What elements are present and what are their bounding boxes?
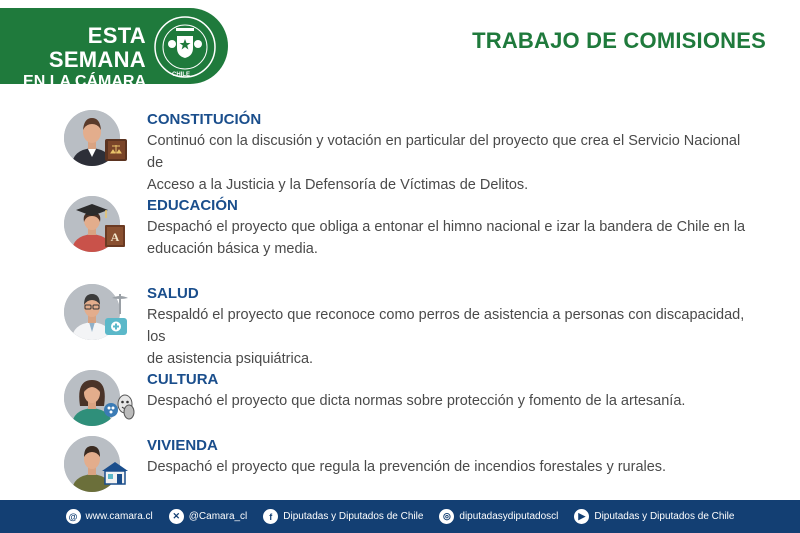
footer-label: @Camara_cl <box>188 511 248 522</box>
item-description <box>147 304 747 370</box>
footer-bar <box>0 500 800 533</box>
item-desc-line1: Continuó con la discusión y votación en particular del proyecto que crea el Servicio Nacional de <box>147 133 741 171</box>
seal-text: CHILE <box>172 72 190 78</box>
chamber-seal-icon <box>152 14 218 80</box>
footer-label: Diputadas y Diputados de Chile <box>594 511 735 522</box>
item-body <box>147 370 747 412</box>
footer-label: Diputadas y Diputados de Chile <box>283 511 424 522</box>
item-title: CONSTITUCIÓN <box>147 111 262 128</box>
item-body <box>147 284 747 370</box>
book-icon <box>102 222 128 250</box>
svg-text:A: A <box>110 230 120 244</box>
header-badge <box>0 8 228 90</box>
footer-link-youtube[interactable] <box>574 509 734 524</box>
house-icon <box>100 460 130 486</box>
footer-link-x[interactable] <box>169 509 248 524</box>
x-icon: ✕ <box>169 509 184 524</box>
item-description <box>147 130 747 196</box>
web-icon: @ <box>66 509 81 524</box>
badge-line2: EN LA CÁMARA <box>23 73 146 90</box>
footer-link-instagram[interactable] <box>439 509 558 524</box>
item-body <box>147 110 747 196</box>
item-desc-line1: Respaldó el proyecto que reconoce como perros de asistencia a personas con discapacidad, los <box>147 307 745 345</box>
item-title: SALUD <box>147 285 199 302</box>
item-desc-line1: Despachó el proyecto que regula la prevención de incendios forestales y rurales. <box>147 459 667 475</box>
item-desc-line2: educación básica y media. <box>147 241 318 257</box>
badge-line1: ESTA SEMANA <box>48 23 146 72</box>
badge-text <box>16 24 146 92</box>
item-body <box>147 436 747 478</box>
footer-label: diputadasydiputadoscl <box>459 511 559 522</box>
item-desc-line1: Despachó el proyecto que obliga a entonar el himno nacional e izar la bandera de Chile en la <box>147 219 746 235</box>
item-desc-line2: de asistencia psiquiátrica. <box>147 351 314 367</box>
item-body <box>147 196 747 260</box>
theater-masks-icon <box>102 392 136 422</box>
footer-link-web[interactable] <box>66 509 153 524</box>
item-description <box>147 456 747 478</box>
item-title: VIVIENDA <box>147 437 218 454</box>
facebook-icon: f <box>263 509 278 524</box>
footer-label: www.camara.cl <box>85 511 153 522</box>
item-description <box>147 390 747 412</box>
page-title: TRABAJO DE COMISIONES <box>472 28 766 53</box>
instagram-icon: ◎ <box>439 509 454 524</box>
caduceus-medical-kit-icon <box>102 292 132 338</box>
law-book-icon <box>102 136 130 164</box>
item-title: EDUCACIÓN <box>147 197 238 214</box>
item-description <box>147 216 747 260</box>
item-desc-line1: Despachó el proyecto que dicta normas sobre protección y fomento de la artesanía. <box>147 393 686 409</box>
footer-link-facebook[interactable] <box>263 509 423 524</box>
item-title: CULTURA <box>147 371 219 388</box>
youtube-icon: ▶ <box>574 509 589 524</box>
item-desc-line2: Acceso a la Justicia y la Defensoría de Víctimas de Delitos. <box>147 177 529 193</box>
